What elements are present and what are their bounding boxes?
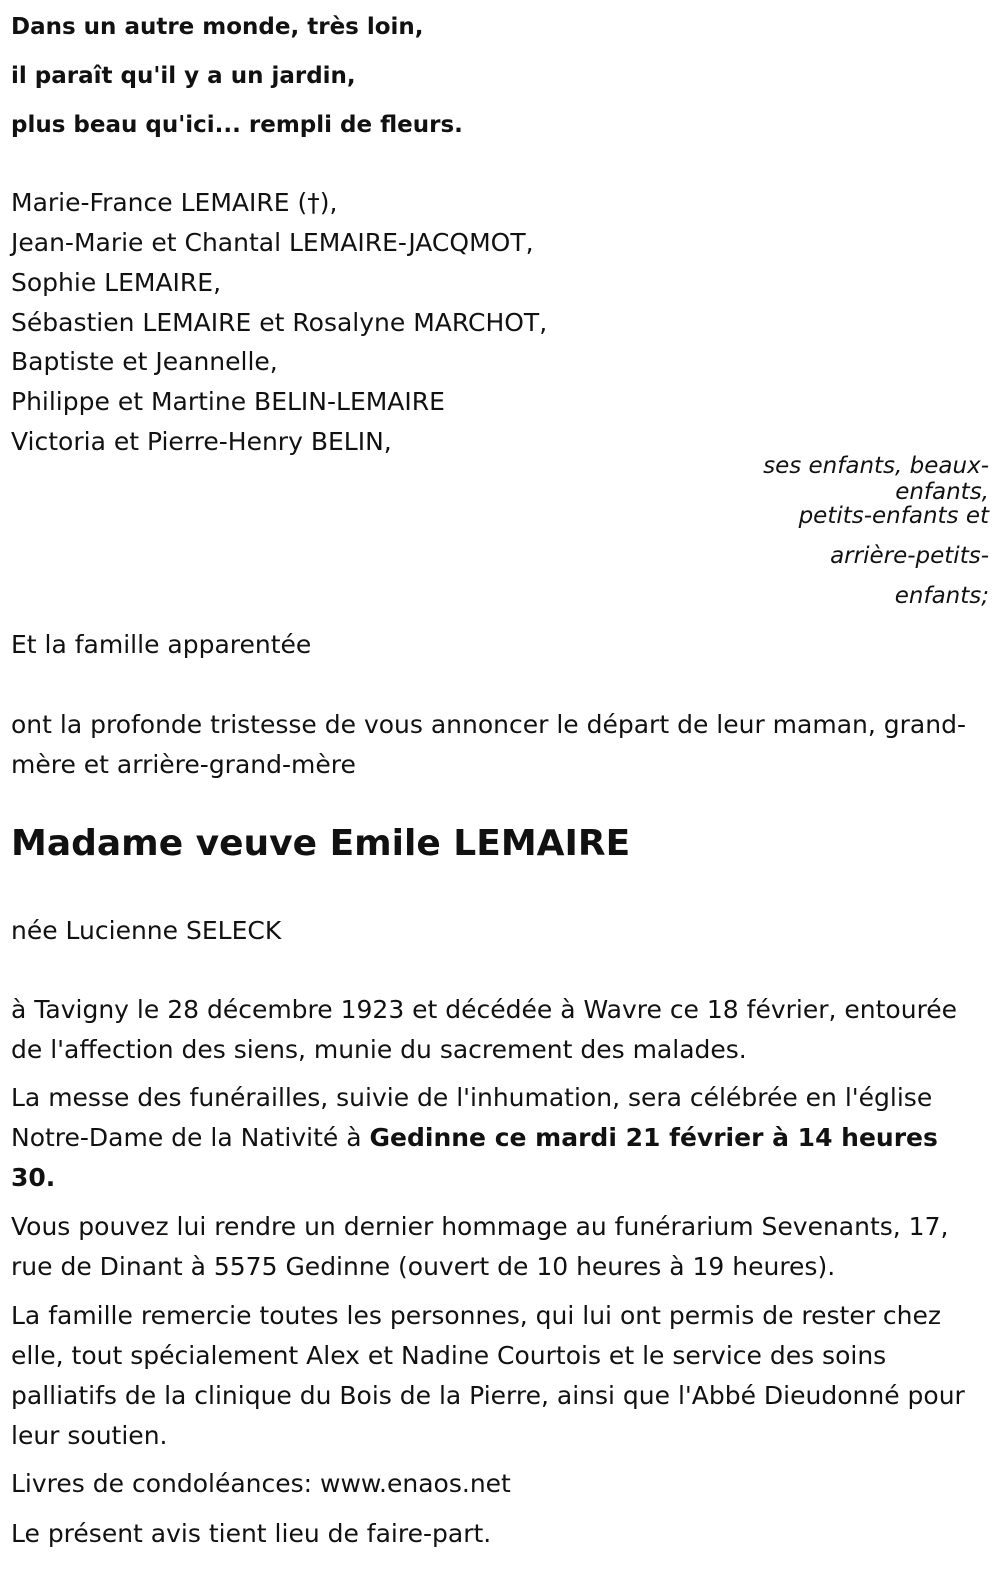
thanks-text: La famille remercie toutes les personnes, qui lui ont permis de rester chez elle, tout spécialement Alex et Nadine Courtois et le service des soins palliatifs de la clinique du Bois de la Pierre, ainsi que l'Abbé Dieudonné pour leur soutien. (11, 1301, 965, 1450)
relation-line: enfants, (895, 479, 989, 505)
condolences-text: Livres de condoléances: www.enaos.net (11, 1469, 511, 1498)
extended-family: Et la famille apparentée (11, 630, 312, 659)
birth-death-text: à Tavigny le 28 décembre 1923 et décédée à Wavre ce 18 février, entourée de l'affection des siens, munie du sacrement des malades. (11, 995, 958, 1064)
tribute-text: Vous pouvez lui rendre un dernier hommage au funérarium Sevenants, 17, rue de Dinant à 5575 Gedinne (ouvert de 10 heures à 19 heures). (11, 1212, 949, 1281)
relation-line: arrière-petits- (830, 543, 989, 569)
family-relation (729, 446, 989, 616)
deceased-name: Madame veuve Emile LEMAIRE (11, 823, 631, 864)
mass-date-location: Gedinne ce mardi 21 février à 14 heures 30. (11, 1123, 938, 1192)
relation-line: petits-enfants et (798, 503, 989, 529)
family-member: Jean-Marie et Chantal LEMAIRE-JACQMOT, (11, 228, 534, 257)
poem-line-3: plus beau qu'ici... rempli de fleurs. (11, 112, 463, 138)
relation-line: enfants; (894, 583, 989, 609)
family-member: Marie-France LEMAIRE (†), (11, 188, 338, 217)
notice-text: Le présent avis tient lieu de faire-part. (11, 1519, 492, 1548)
family-member: Sophie LEMAIRE, (11, 268, 222, 297)
family-member: Sébastien LEMAIRE et Rosalyne MARCHOT, (11, 308, 548, 337)
family-member: Baptiste et Jeannelle, (11, 347, 278, 376)
mass-intro: La messe des funérailles, suivie de l'inhumation, sera célébrée en l'église Notre-Dame de la Nativité à (11, 1083, 933, 1152)
born-name: née Lucienne SELECK (11, 916, 282, 945)
family-member: Philippe et Martine BELIN-LEMAIRE (11, 387, 445, 416)
poem-line-1: Dans un autre monde, très loin, (11, 14, 424, 40)
family-member: Victoria et Pierre-Henry BELIN, (11, 427, 392, 456)
relation-line: ses enfants, beaux- (763, 453, 989, 479)
funeral-mass-text (11, 1078, 971, 1198)
poem-line-2: il paraît qu'il y a un jardin, (11, 63, 356, 89)
announcement-text: ont la profonde tristesse de vous annoncer le départ de leur maman, grand-mère et arrière-grand-mère (11, 710, 966, 779)
